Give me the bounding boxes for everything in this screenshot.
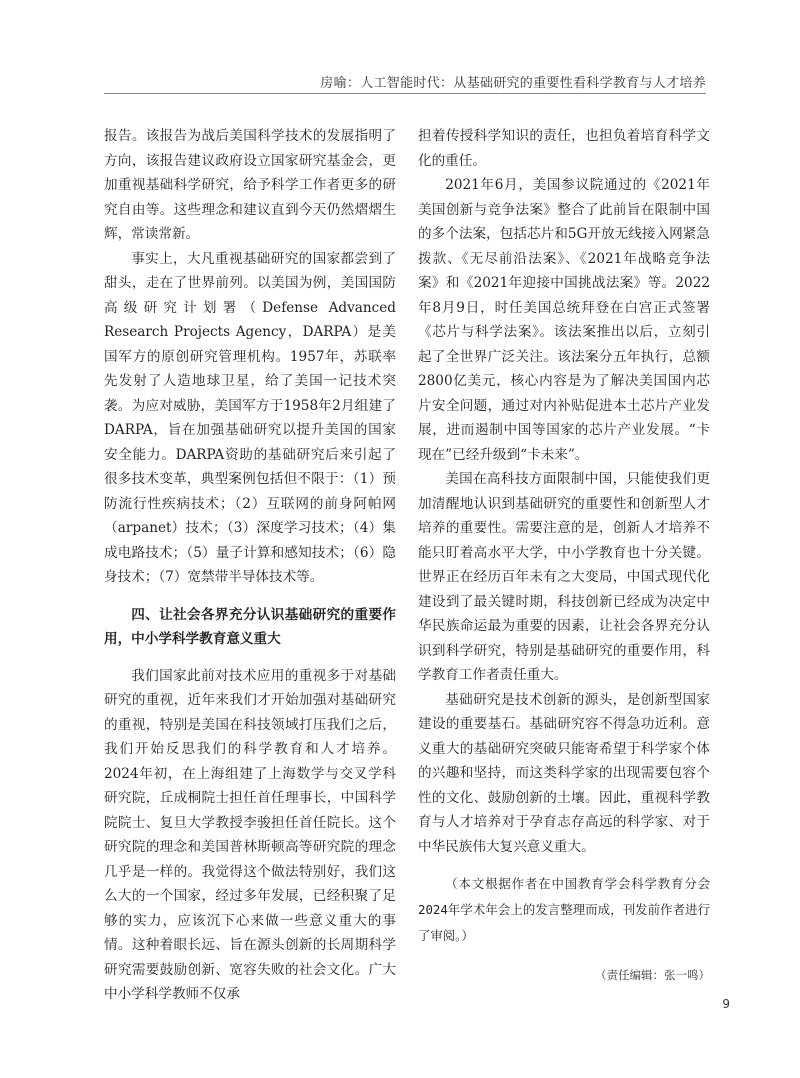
right-column bbox=[418, 124, 710, 988]
paragraph: 2021年6月，美国参议院通过的《2021年美国创新与竞争法案》整合了此前旨在限制中国的多个法案，包括芯片和5G开放无线接入网紧急拨款、《无尽前沿法案》、《2021年战略竞争法案》和《2021年迎接中国挑战法案》等。2022年8月9日，时任美国总统拜登在白宫正式签署《芯片与科学法案》。该法案推出以后，立刻引起了全世界广泛关注。该法案分五年执行，总额2800亿美元，核心内容是为了解决美国国内芯片安全问题，通过对内补贴促进本土芯片产业发展，进而遏制中国等国家的芯片产业发展。“卡现在”已经升级到“卡未来”。 bbox=[418, 177, 710, 463]
source-note: （本文根据作者在中国教育学会科学教育分会2024年学术年会上的发言整理而成，刊发前作者进行了审阅。） bbox=[418, 876, 710, 943]
paragraph: 报告。该报告为战后美国科学技术的发展指明了方向，该报告建议政府设立国家研究基金会，更加重视基础科学研究，给予科学工作者更多的研究自由等。这些理念和建议直到今天仍然熠熠生辉，常读常新。 bbox=[104, 128, 396, 242]
paragraph: 基础研究是技术创新的源头，是创新型国家建设的重要基石。基础研究容不得急功近利。意义重大的基础研究突破只能寄希望于科学家个体的兴趣和坚持，而这类科学家的出现需要包容个性的文化、鼓励创新的土壤。因此，重视科学教育与人才培养对于孕育志存高远的科学家、对于中华民族伟大复兴意义重大。 bbox=[418, 691, 710, 855]
header-rule bbox=[104, 93, 706, 94]
paragraph: 事实上，大凡重视基础研究的国家都尝到了甜头，走在了世界前列。以美国为例，美国国防高级研究计划署（Defense Advanced Research Projects Agency，DARPA）是美国军方的原创研究管理机构。1957年，苏联率先发射了人造地球卫星，给了美国一记技术突袭。为应对威胁，美国军方于1958年2月组建了DARPA，旨在加强基础研究以提升美国的国家安全能力。DARPA资助的基础研究后来引起了很多技术变革，典型案例包括但不限于：（1）预防流行性疾病技术；（2）互联网的前身阿帕网（arpanet）技术；（3）深度学习技术；（4）集成电路技术；（5）量子计算和感知技术；（6）隐身技术；（7）宽禁带半导体技术等。 bbox=[104, 250, 396, 585]
paragraph: 我们国家此前对技术应用的重视多于对基础研究的重视，近年来我们才开始加强对基础研究的重视，特别是美国在科技领域打压我们之后，我们开始反思我们的科学教育和人才培养。2024年初，在上海组建了上海数学与交叉学科研究院，丘成桐院士担任首任理事长，中国科学院院士、复旦大学教授李骏担任首任院长。这个研究院的理念和美国普林斯顿高等研究院的理念几乎是一样的。我觉得这个做法特别好，我们这么大的一个国家，经过多年发展，已经积聚了足够的实力，应该沉下心来做一些意义重大的事情。这种着眼长远、旨在源头创新的长周期科学研究需要鼓励创新、宽容失败的社会文化。广大中小学科学教师不仅承 bbox=[104, 667, 396, 1002]
editor-credit: （责任编辑：张一鸣） bbox=[595, 968, 710, 982]
paragraph: 美国在高科技方面限制中国，只能使我们更加清醒地认识到基础研究的重要性和创新型人才培养的重要性。需要注意的是，创新人才培养不能只盯着高水平大学，中小学教育也十分关键。世界正在经历百年未有之大变局，中国式现代化建设到了最关键时期，科技创新已经成为决定中华民族命运最为重要的因素，让社会各界充分认识到科学研究，特别是基础研究的重要作用，科学教育工作者责任重大。 bbox=[418, 471, 710, 683]
paragraph: 担着传授科学知识的责任，也担负着培育科学文化的重任。 bbox=[418, 128, 710, 169]
left-column bbox=[104, 124, 396, 1007]
page-number: 9 bbox=[722, 997, 730, 1011]
running-title: 房喻：人工智能时代：从基础研究的重要性看科学教育与人才培养 bbox=[320, 76, 706, 91]
section-heading: 四、让社会各界充分认识基础研究的重要作用，中小学科学教育意义重大 bbox=[104, 606, 396, 647]
